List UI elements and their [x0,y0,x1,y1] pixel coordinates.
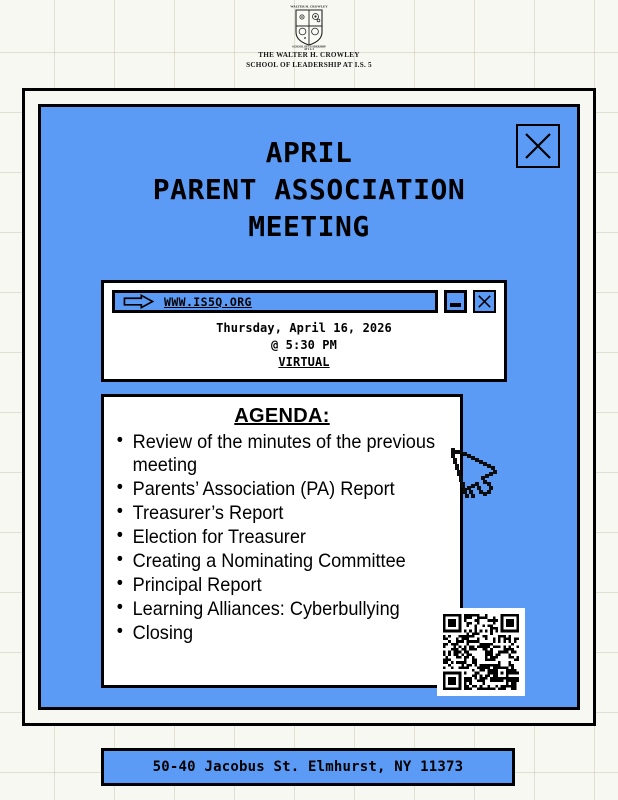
poster-frame [22,88,596,726]
page-title-line-2: PARENT ASSOCIATION [152,172,466,206]
school-crest-shield-icon [288,2,330,50]
meeting-time: @ 5:30 PM [271,338,337,353]
agenda-panel [101,394,463,688]
poster-header [0,0,618,86]
minimize-icon [450,303,461,307]
svg-text:AT I.S. 5: AT I.S. 5 [303,47,315,50]
agenda-item: • Election for Treasurer [114,526,448,549]
agenda-item: • Closing [114,622,448,645]
agenda-item: • Treasurer’s Report [114,502,448,525]
browser-toolbar [112,290,496,313]
browser-panel [101,280,507,382]
window-minimize-button[interactable] [444,290,467,313]
meeting-format: VIRTUAL [278,355,330,370]
url-text: WWW.IS5Q.ORG [164,294,252,309]
close-icon [518,126,558,166]
school-address: 50-40 Jacobus St. Elmhurst, NY 11373 [152,759,464,775]
agenda-title: AGENDA: [234,405,330,427]
svg-text:WALTER H. CROWLEY: WALTER H. CROWLEY [290,4,328,9]
meeting-date: Thursday, April 16, 2026 [216,321,392,335]
mouse-cursor-arrow-icon [445,442,513,504]
browser-close-button[interactable] [473,290,496,313]
school-name [246,51,372,70]
agenda-item: • Principal Report [114,574,448,597]
agenda-list [114,431,448,645]
meeting-details [112,320,496,371]
qr-code[interactable] [437,608,525,696]
window-close-button[interactable] [516,124,560,168]
poster-window [38,104,580,710]
agenda-item: • Review of the minutes of the previous meeting [114,431,448,477]
close-icon [475,292,494,311]
page-title-line-3: MEETING [248,209,370,243]
qr-code-icon [443,614,519,690]
page-title-line-1: APRIL [265,136,353,169]
agenda-item: • Learning Alliances: Cyberbullying [114,598,448,621]
agenda-item: • Creating a Nominating Committee [114,550,448,573]
school-address-bar [101,748,515,786]
school-name-line-1: THE WALTER H. CROWLEY [258,51,360,59]
right-arrow-icon[interactable] [122,294,155,309]
agenda-item: • Parents’ Association (PA) Report [114,478,448,501]
svg-text:SCHOOL OF LEADERSHIP: SCHOOL OF LEADERSHIP [292,45,326,49]
school-name-line-2: SCHOOL OF LEADERSHIP AT I.S. 5 [246,60,372,69]
page-title [61,123,557,246]
address-bar-input[interactable] [112,290,438,313]
